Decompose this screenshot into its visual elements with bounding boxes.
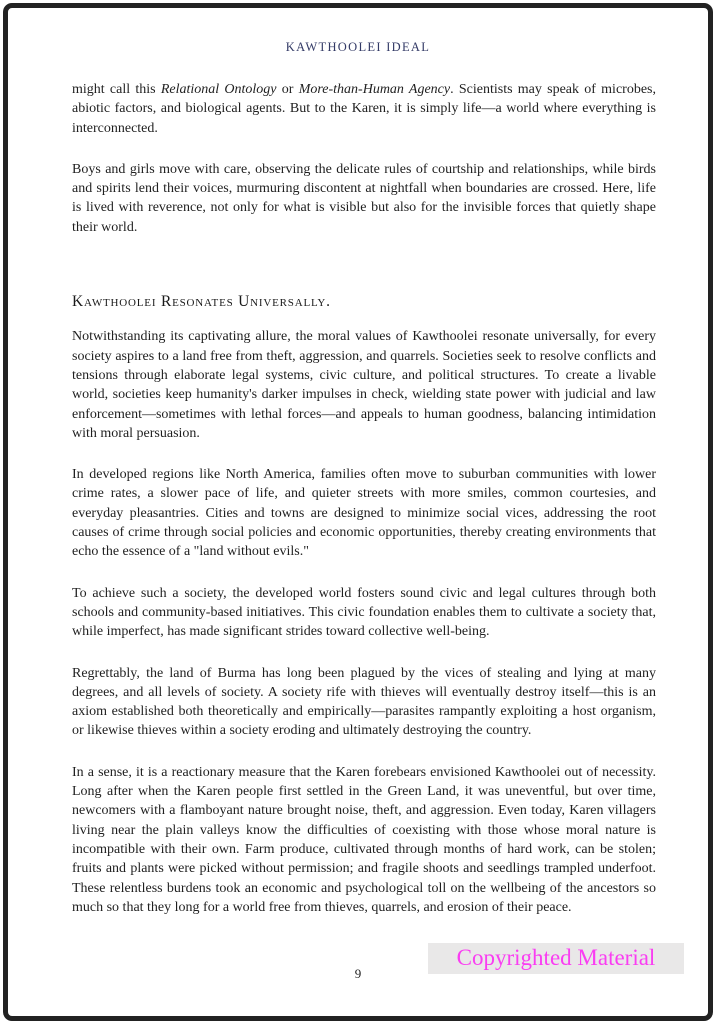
paragraph-reactionary-measure: In a sense, it is a reactionary measure that the Karen forebears envisioned Kawthoolei out of necessity. Long after when the Karen people first settled in the Green Land, it was uneventful, but over time, newcomers with a flamboyant nature brought noise, theft, and aggression. Even today, Karen villagers living near the plain valleys know the difficulties of coexisting with those whose moral nature is incompatible with their own. Farm produce, cultivated through months of hard work, can be stolen; fruits and plants were picked without permission; and fragile shoots and seedlings trampled underfoot. These relentless burdens took an economic and psychological toll on the wellbeing of the ancestors so much so that they long for a world free from thieves, quarrels, and erosion of their peace. [72, 764, 656, 915]
page-body [72, 80, 656, 939]
paragraph-relational-ontology [72, 80, 656, 138]
paragraph-developed-regions: In developed regions like North America, families often move to suburban communities with lower crime rates, a slower pace of life, and quieter streets with more smiles, common courtesies, and everyday pleasantries. Cities and towns are designed to minimize social vices, addressing the root causes of crime through social policies and economic opportunities, thereby creating environments that echo the essence of a "land without evils." [72, 467, 656, 560]
paragraph-boys-and-girls: Boys and girls move with care, observing the delicate rules of courtship and relationships, while birds and spirits lend their voices, murmuring discontent at nightfall when boundaries are crossed. Here, life is lived with reverence, not only for what is visible but also for the invisible forces that quietly shape their world. [72, 161, 656, 235]
text-segment: might call this [72, 82, 161, 97]
text-segment: or [276, 82, 299, 97]
paragraph-achieve-society: To achieve such a society, the developed world fosters sound civic and legal cultures through both schools and community-based initiatives. This civic foundation enables them to cultivate a society that, while imperfect, has made significant strides toward collective well-being. [72, 585, 656, 640]
paragraph-notwithstanding: Notwithstanding its captivating allure, the moral values of Kawthoolei resonate universally, for every society aspires to a land free from theft, aggression, and quarrels. Societies seek to resolve conflicts and tensions through elaborate legal systems, civic culture, and political structures. To create a livable world, societies keep humanity's darker impulses in check, wielding state power with judicial and law enforcement—sometimes with lethal forces—and appeals to human goodness, balancing intimidation with moral persuasion. [72, 329, 656, 441]
italic-term-relational-ontology: Relational Ontology [160, 82, 277, 97]
italic-term-more-than-human-agency: More-than-Human Agency [298, 82, 451, 97]
copyright-watermark: Copyrighted Material [428, 943, 684, 974]
section-heading: Kawthoolei Resonates Universally. [72, 293, 331, 311]
text-segment: . Scientists may speak of microbes, abiotic factors, and biological agents. But to the Karen, it is simply life—a world where everything is interconnected. [72, 82, 656, 136]
paragraph-land-of-burma: Regrettably, the land of Burma has long been plagued by the vices of stealing and lying at many degrees, and all levels of society. A society rife with thieves will eventually destroy itself—this is an axiom established both theoretically and empirically—parasites rampantly exploiting a host organism, or likewise thieves within a society eroding and ultimately destroying the country. [72, 665, 656, 739]
running-header-title: KAWTHOOLEI IDEAL [285, 40, 431, 54]
page-number: 9 [354, 966, 362, 981]
